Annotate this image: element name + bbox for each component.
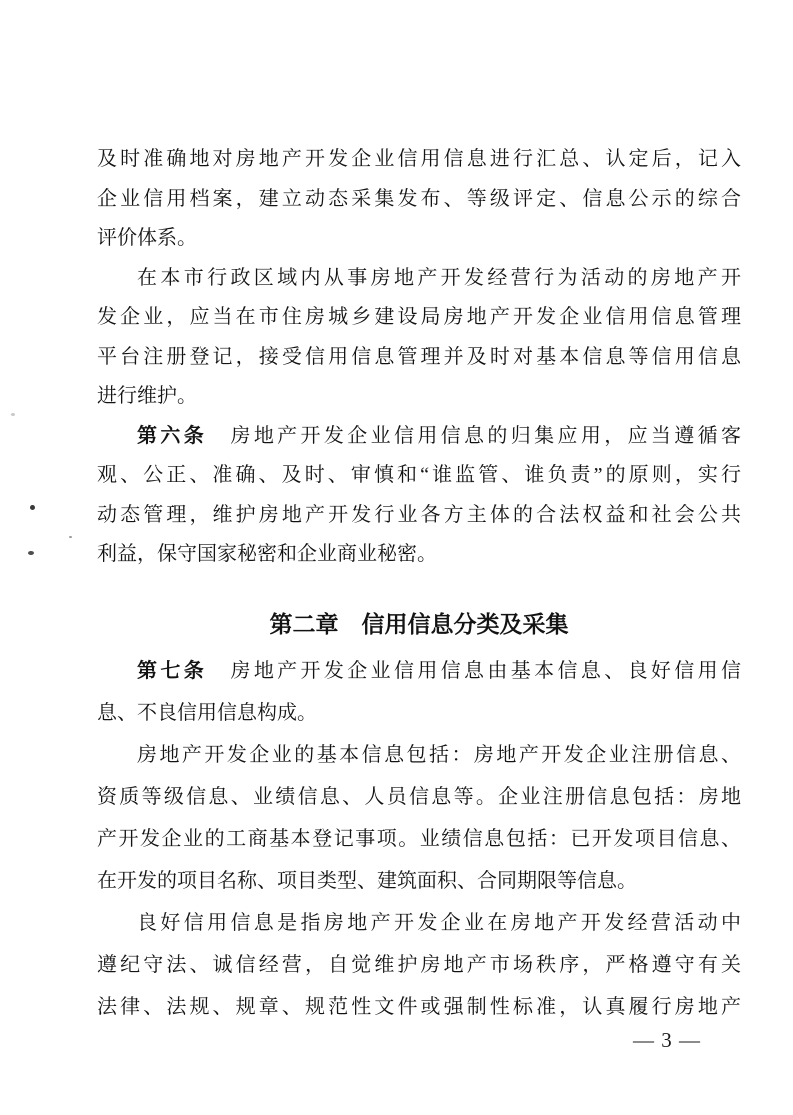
text-line: 遵纪守法、诚信经营，自觉维护房地产市场秩序，严格遵守有关 [97,953,741,976]
page-number: — 3 — [633,1028,701,1052]
scan-speck [11,413,15,416]
text-line: 评价体系。 [97,227,197,249]
document-body [97,140,741,1028]
text-line: 法律、法规、规章、规范性文件或强制性标准，认真履行房地产 [97,995,741,1018]
text-line: 产开发企业的工商基本登记事项。业绩信息包括：已开发项目信息、 [97,827,741,850]
text-line: 资质等级信息、业绩信息、人员信息等。企业注册信息包括：房地 [97,785,741,808]
text-line: 房地产开发企业的基本信息包括：房地产开发企业注册信息、 [137,743,741,766]
text-line: 进行维护。 [97,385,197,407]
text-line: 发企业，应当在市住房城乡建设局房地产开发企业信用信息管理 [97,306,741,328]
article-number: 第六条 [137,424,208,447]
text-line: 平台注册登记，接受信用信息管理并及时对基本信息等信用信息 [97,345,741,368]
text-line: 第六条 房地产开发企业信用信息的归集应用，应当遵循客 [137,424,741,447]
text-line: 动态管理，维护房地产开发行业各方主体的合法权益和社会公共 [97,503,741,526]
text-line: 在开发的项目名称、项目类型、建筑面积、合同期限等信息。 [97,869,637,892]
paragraph-block [97,140,741,575]
scan-speck [69,536,72,538]
text-line: 第七条 房地产开发企业信用信息由基本信息、良好信用信 [137,659,741,682]
paragraph-block [97,650,741,1028]
chapter-heading: 第二章 信用信息分类及采集 [269,610,569,637]
text-line: 良好信用信息是指房地产开发企业在房地产开发经营活动中 [137,911,741,934]
scan-speck [30,505,35,510]
text-line: 及时准确地对房地产开发企业信用信息进行汇总、认定后，记入 [97,148,741,170]
text-line: 在本市行政区域内从事房地产开发经营行为活动的房地产开 [137,266,741,289]
text-line: 观、公正、准确、及时、审慎和“谁监管、谁负责”的原则，实行 [97,464,741,486]
article-number: 第七条 [137,659,208,682]
text-line: 息、不良信用信息构成。 [97,701,317,724]
scan-speck [28,551,34,555]
text-line: 企业信用档案，建立动态采集发布、等级评定、信息公示的综合 [97,187,741,210]
text-line: 利益，保守国家秘密和企业商业秘密。 [97,543,437,565]
